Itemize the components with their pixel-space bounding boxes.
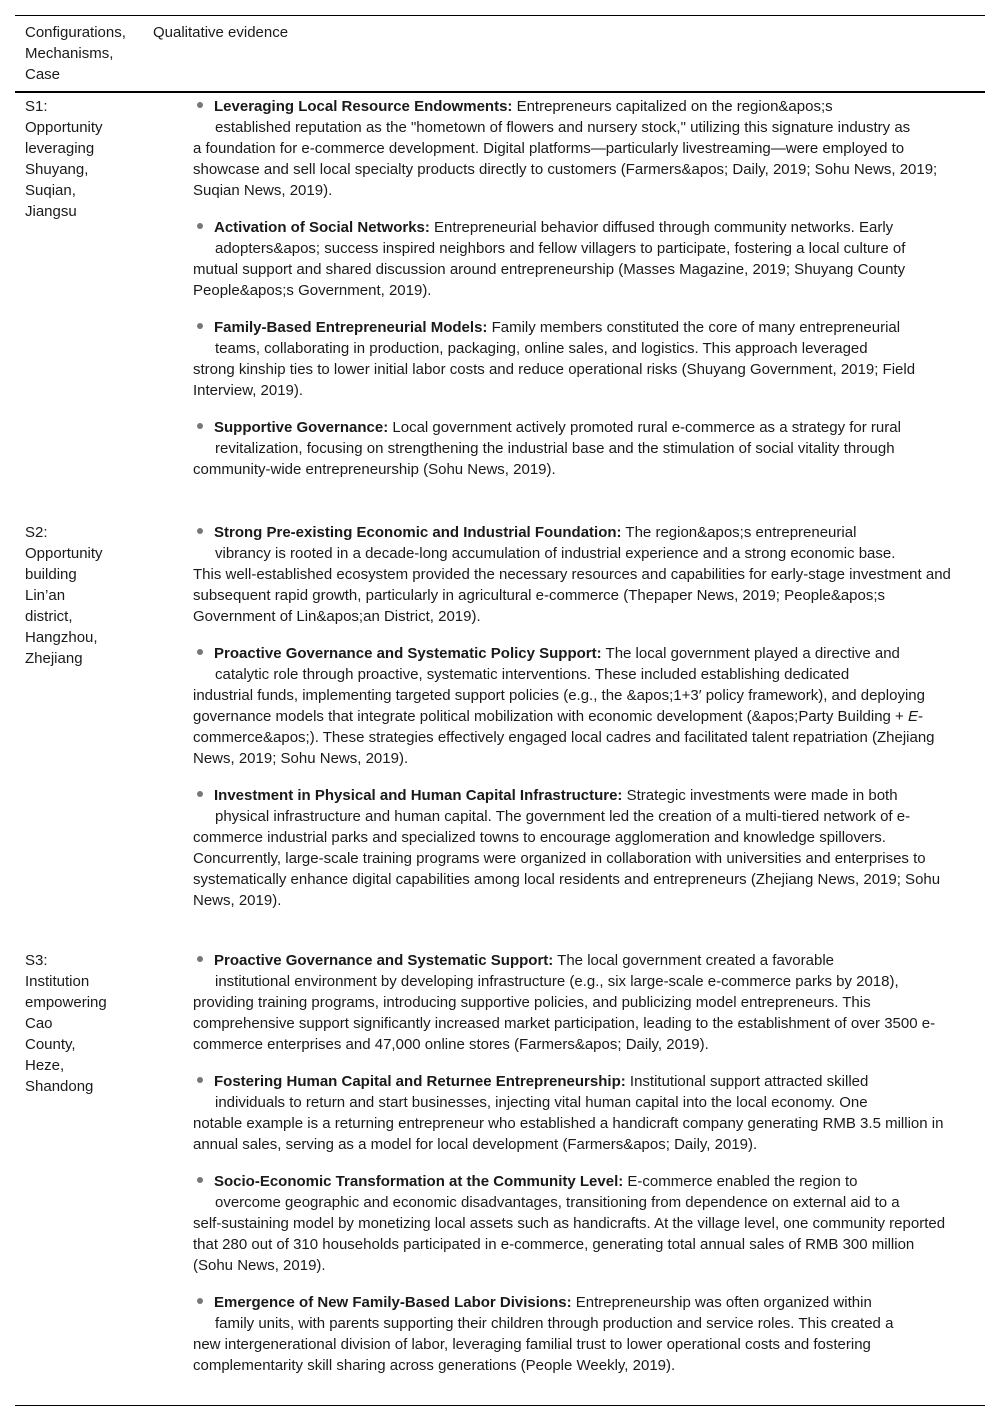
item-heading: Strong Pre-existing Economic and Industrial Foundation: [214,524,622,541]
case-line: district, [25,608,73,625]
header-configurations [15,22,153,85]
bullet-icon [197,956,203,962]
item-text: family units, with parents supporting their children through production and service roles. This created a [215,1315,894,1332]
evidence-item [193,1071,955,1155]
evidence-item [193,1171,955,1276]
evidence-cell [193,519,955,947]
item-heading: Family-Based Entrepreneurial Models: [214,319,488,336]
item-text: revitalization, focusing on strengthening the industrial base and the stimulation of social vitality through [215,440,895,457]
item-heading: Leveraging Local Resource Endowments: [214,98,513,115]
item-text: Entrepreneurs capitalized on the region&apos;s [512,98,833,115]
case-line: Heze, [25,1057,65,1074]
bullet-icon [197,1177,203,1183]
item-text [193,685,955,769]
table-row-s2 [15,519,985,947]
table-bottom-rule [15,1405,985,1406]
item-text: Local government actively promoted rural e-commerce as a strategy for rural [388,419,901,436]
case-line: Opportunity [25,545,103,562]
item-text: Strategic investments were made in both [622,787,898,804]
evidence-cell [193,93,955,519]
bullet-icon [197,223,203,229]
table-row-s1 [15,93,985,519]
item-heading: Emergence of New Family-Based Labor Divisions: [214,1294,572,1311]
case-line: Hangzhou, [25,629,98,646]
item-text: established reputation as the "hometown of flowers and nursery stock," utilizing this signature industry as [215,119,911,136]
evidence-item [193,1292,955,1376]
item-text: mutual support and shared discussion around entrepreneurship (Masses Magazine, 2019; Shuyang County People&apos;s Government, 2019). [193,261,906,299]
item-text: overcome geographic and economic disadvantages, transitioning from dependence on external aid to a [215,1194,900,1211]
item-text: physical infrastructure and human capital. The government led the creation of a multi-tiered network of e- [215,808,911,825]
evidence-table [15,15,985,1406]
item-text: teams, collaborating in production, packaging, online sales, and logistics. This approach leveraged [215,340,868,357]
item-text: The local government created a favorable [553,952,835,969]
item-text: community-wide entrepreneurship (Sohu News, 2019). [193,461,556,478]
bullet-icon [197,102,203,108]
case-line: Opportunity [25,119,103,136]
item-heading: Proactive Governance and Systematic Policy Support: [214,645,602,662]
bullet-icon [197,1298,203,1304]
item-heading: Socio-Economic Transformation at the Community Level: [214,1173,624,1190]
item-text: vibrancy is rooted in a decade-long accumulation of industrial experience and a strong economic base. [215,545,896,562]
item-text: new intergenerational division of labor, leveraging familial trust to lower operational costs and fostering complementarity skill sharing across generations (People Weekly, 2019). [193,1336,871,1374]
case-line: Zhejiang [25,650,83,667]
evidence-item [193,317,955,401]
item-text: Family members constituted the core of many entrepreneurial [487,319,901,336]
case-line: County, [25,1036,76,1053]
item-text: commerce industrial parks and specialized towns to encourage agglomeration and knowledge spillovers. Concurrently, large-scale training programs were organized in collaboration with universities and enterprises to systematically enhance digital capabilities among local residents and entrepreneurs (Zhejiang News, 2019; Sohu News, 2019). [193,829,941,909]
item-text: Entrepreneurial behavior diffused through community networks. Early [429,219,894,236]
evidence-item [193,217,955,301]
bullet-icon [197,423,203,429]
evidence-item [193,785,955,911]
item-text: E-commerce enabled the region to [623,1173,858,1190]
bullet-icon [197,1077,203,1083]
case-line: S1: [25,98,48,115]
item-heading: Supportive Governance: [214,419,389,436]
evidence-cell [193,947,955,1405]
case-line: Lin’an [25,587,66,604]
evidence-item [193,522,955,627]
item-heading: Proactive Governance and Systematic Support: [214,952,554,969]
case-line: S2: [25,524,48,541]
case-line: Jiangsu [25,203,77,220]
header-line: Mechanisms, [25,45,114,62]
item-text: adopters&apos; success inspired neighbors and fellow villagers to participate, fostering a local culture of [215,240,906,257]
bullet-icon [197,528,203,534]
bullet-icon [197,791,203,797]
item-heading: Activation of Social Networks: [214,219,430,236]
item-text: strong kinship ties to lower initial labor costs and reduce operational risks (Shuyang Government, 2019; Field Interview, 2019). [193,361,916,399]
item-text-part: -commerce&apos;). These strategies effectively engaged local cadres and facilitated talent repatriation (Zhejiang News, 2019; Sohu News, 2019). [193,708,935,767]
case-line: building [25,566,77,583]
item-text: individuals to return and start businesses, injecting vital human capital into the local economy. One [215,1094,868,1111]
case-line: Suqian, [25,182,76,199]
bullet-icon [197,323,203,329]
case-line: S3: [25,952,48,969]
item-text: The local government played a directive and [601,645,900,662]
evidence-item [193,96,955,201]
item-text: Entrepreneurship was often organized within [571,1294,872,1311]
case-line: leveraging [25,140,95,157]
item-text: notable example is a returning entrepreneur who established a handicraft company generating RMB 3.5 million in annual sales, serving as a model for local development (Farmers&apos; Daily, 2019). [193,1115,944,1153]
item-text: catalytic role through proactive, systematic interventions. These included establishing dedicated [215,666,850,683]
case-line: Shuyang, [25,161,89,178]
item-text: Institutional support attracted skilled [625,1073,869,1090]
table-header [15,16,985,91]
case-line: Institution [25,973,90,990]
item-text: This well-established ecosystem provided the necessary resources and capabilities for early-stage investment and subsequent rapid growth, particularly in agricultural e-commerce (Thepaper News, 2019; People&apos;s Government of Lin&apos;an District, 2019). [193,566,951,625]
item-text: institutional environment by developing infrastructure (e.g., six large-scale e-commerce parks by 2018), [215,973,899,990]
case-line: Cao [25,1015,53,1032]
item-text-part: industrial funds, implementing targeted support policies (e.g., the &apos;1+3′ policy framework), and deploying governance models that integrate political mobilization with economic development (&apos;Party Building + [193,687,925,725]
evidence-item [193,643,955,769]
header-qualitative-evidence: Qualitative evidence [153,24,289,41]
item-text: providing training programs, introducing supportive policies, and publicizing model entrepreneurs. This comprehensive support significantly increased market participation, leading to the establishment of over 3500 e-commerce enterprises and 47,000 online stores (Farmers&apos; Daily, 2019). [193,994,936,1053]
evidence-item [193,417,955,480]
item-heading: Investment in Physical and Human Capital Infrastructure: [214,787,623,804]
case-line: Shandong [25,1078,94,1095]
table-row-s3 [15,947,985,1405]
case-line: empowering [25,994,107,1011]
item-text-italic: E [907,708,918,725]
header-line: Configurations, [25,24,126,41]
case-cell [15,947,193,1405]
evidence-item [193,950,955,1055]
item-text: The region&apos;s entrepreneurial [621,524,857,541]
item-text: a foundation for e-commerce development. Digital platforms—particularly livestreaming—were employed to showcase and sell local specialty products directly to customers (Farmers&apos; Daily, 2019; Sohu News, 2019; Suqian News, 2019). [193,140,938,199]
bullet-icon [197,649,203,655]
header-line: Case [25,66,61,83]
case-cell [15,93,193,519]
item-heading: Fostering Human Capital and Returnee Entrepreneurship: [214,1073,626,1090]
case-cell [15,519,193,947]
item-text: self-sustaining model by monetizing local assets such as handicrafts. At the village level, one community reported that 280 out of 310 households participated in e-commerce, generating total annual sales of RMB 300 million (Sohu News, 2019). [193,1215,946,1274]
